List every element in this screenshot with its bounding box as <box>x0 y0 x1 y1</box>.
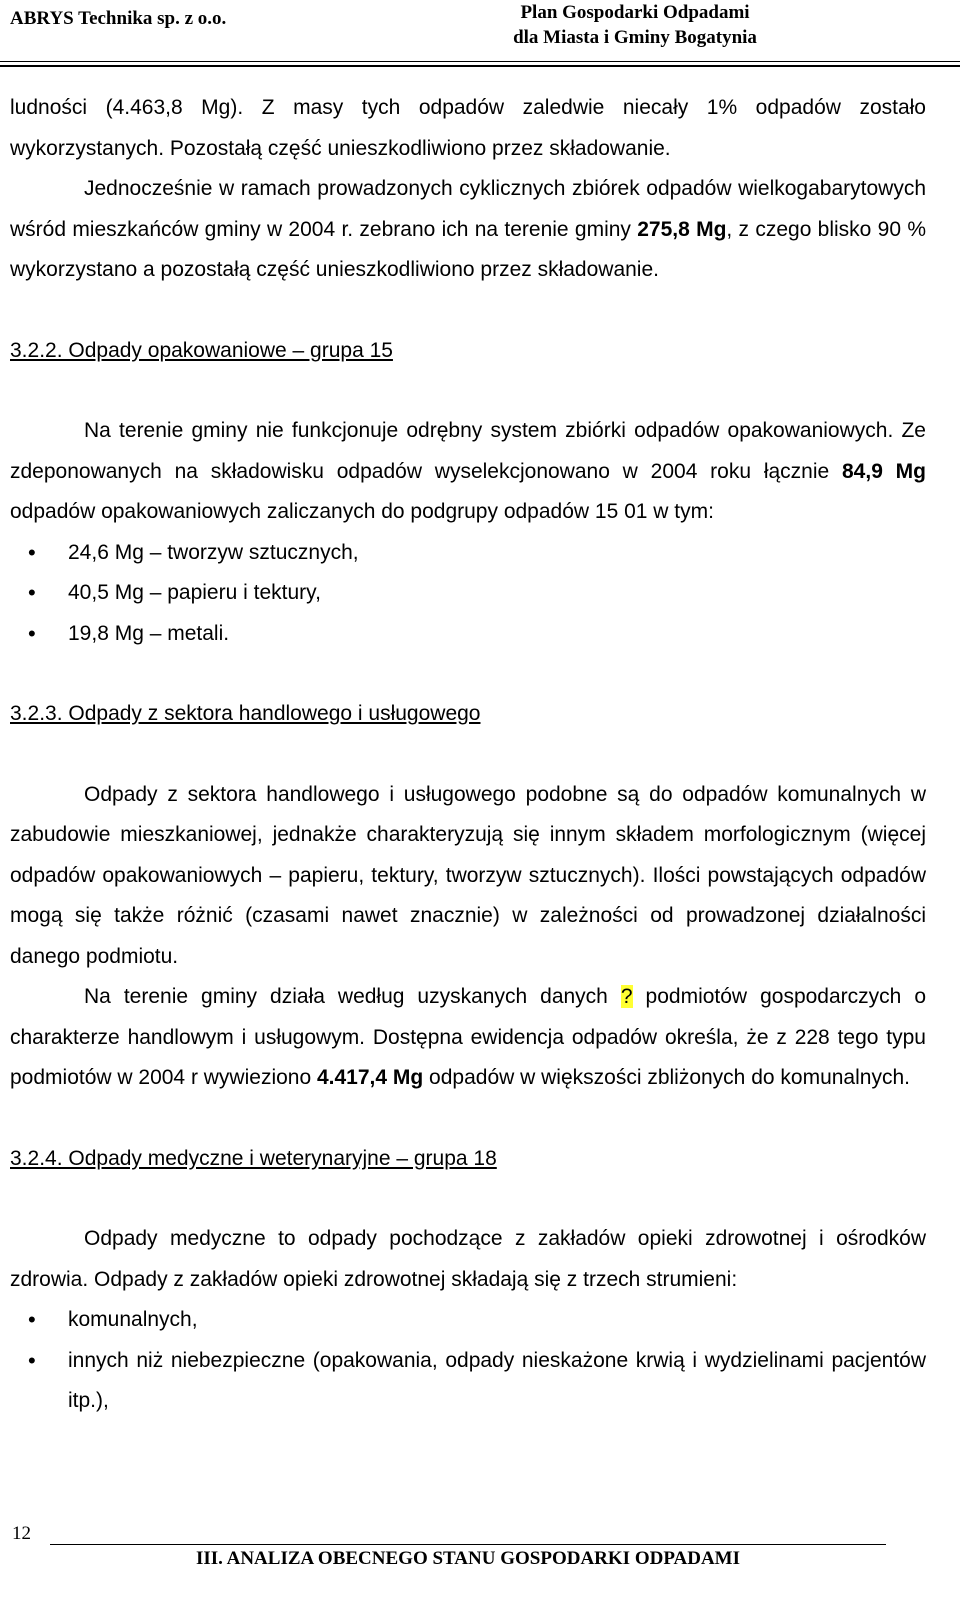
paragraph-business-entities <box>10 977 926 1099</box>
section-heading-3-2-2: 3.2.2. Odpady opakowaniowe – grupa 15 <box>10 338 393 362</box>
list-item: • 19,8 Mg – metali. <box>10 614 926 655</box>
spacer <box>10 1099 926 1139</box>
section-heading-3-2-4: 3.2.4. Odpady medyczne i weterynaryjne – grupa 18 <box>10 1146 497 1170</box>
text-run: odpadów w większości zbliżonych do komunalnych. <box>423 1066 910 1089</box>
paragraph-population-waste: ludności (4.463,8 Mg). Z masy tych odpadów zaledwie niecały 1% odpadów zostało wykorzystanych. Pozostałą część unieszkodliwiono przez składowanie. <box>10 96 926 160</box>
text-run: odpadów opakowaniowych zaliczanych do podgrupy odpadów 15 01 w tym: <box>10 500 714 523</box>
plan-title-line2: dla Miasta i Gminy Bogatynia <box>513 27 757 48</box>
text-run: Na terenie gminy działa według uzyskanych danych <box>84 985 621 1008</box>
plan-title <box>474 0 796 50</box>
document-body <box>10 88 926 1422</box>
highlighted-placeholder: ? <box>620 985 633 1008</box>
packaging-breakdown-list <box>10 533 926 655</box>
list-item: • 40,5 Mg – papieru i tektury, <box>10 573 926 614</box>
bold-value: 84,9 Mg <box>842 459 926 483</box>
paragraph-packaging-waste <box>10 411 926 533</box>
paragraph-commercial-waste: Odpady z sektora handlowego i usługowego podobne są do odpadów komunalnych w zabudowie mieszkaniowej, jednakże charakteryzują się innym składem morfologicznym (więcej odpadów opakowaniowych – papieru, tektury, tworzyw sztucznych). Ilości powstających odpadów mogą się także różnić (czasami nawet znacznie) w zależności od prowadzonej działalności danego podmiotu. <box>10 782 926 968</box>
list-item: • komunalnych, <box>10 1300 926 1341</box>
page-number: 12 <box>12 1523 31 1544</box>
bold-value: 4.417,4 Mg <box>316 1066 424 1089</box>
paragraph-bulky-waste <box>10 169 926 291</box>
bold-value: 275,8 Mg <box>637 217 727 241</box>
spacer <box>10 654 926 694</box>
spacer <box>10 1179 926 1219</box>
list-item: • 24,6 Mg – tworzyw sztucznych, <box>10 533 926 574</box>
medical-streams-list <box>10 1300 926 1422</box>
text-run: podmiotów gospodarczych o charakterze handlowym i usługowym. Dostępna ewidencja odpadów określa, że z 228 tego typu podmiotów w 2004 r wywieziono <box>10 985 926 1089</box>
plan-title-line1: Plan Gospodarki Odpadami <box>520 2 750 23</box>
spacer <box>10 735 926 775</box>
company-name: ABRYS Technika sp. z o.o. <box>10 8 227 29</box>
text-run: , z czego blisko 90 % wykorzystano a pozostałą część unieszkodliwiono przez składowanie. <box>10 217 926 281</box>
list-item: • innych niż niebezpieczne (opakowania, odpady nieskażone krwią i wydzielinami pacjentów itp.), <box>10 1341 926 1422</box>
text-run: Jednocześnie w ramach prowadzonych cyklicznych zbiórek odpadów wielkogabarytowych wśród mieszkańców gminy w 2004 r. zebrano ich na terenie gminy <box>10 177 926 241</box>
paragraph-medical-waste: Odpady medyczne to odpady pochodzące z zakładów opieki zdrowotnej i ośrodków zdrowia. Odpady z zakładów opieki zdrowotnej składają się z trzech strumieni: <box>10 1227 926 1291</box>
spacer <box>10 291 926 331</box>
header-divider-thick <box>0 65 960 67</box>
text-run: Na terenie gminy nie funkcjonuje odrębny system zbiórki odpadów opakowaniowych. Ze zdeponowanych na składowisku odpadów wyselekcjonowano w 2004 roku łącznie <box>10 419 926 483</box>
spacer <box>10 371 926 411</box>
section-heading-3-2-3: 3.2.3. Odpady z sektora handlowego i usługowego <box>10 702 481 725</box>
footer-divider <box>50 1544 886 1545</box>
header-divider <box>0 61 960 62</box>
footer-section-title: III. ANALIZA OBECNEGO STANU GOSPODARKI ODPADAMI <box>195 1548 741 1569</box>
